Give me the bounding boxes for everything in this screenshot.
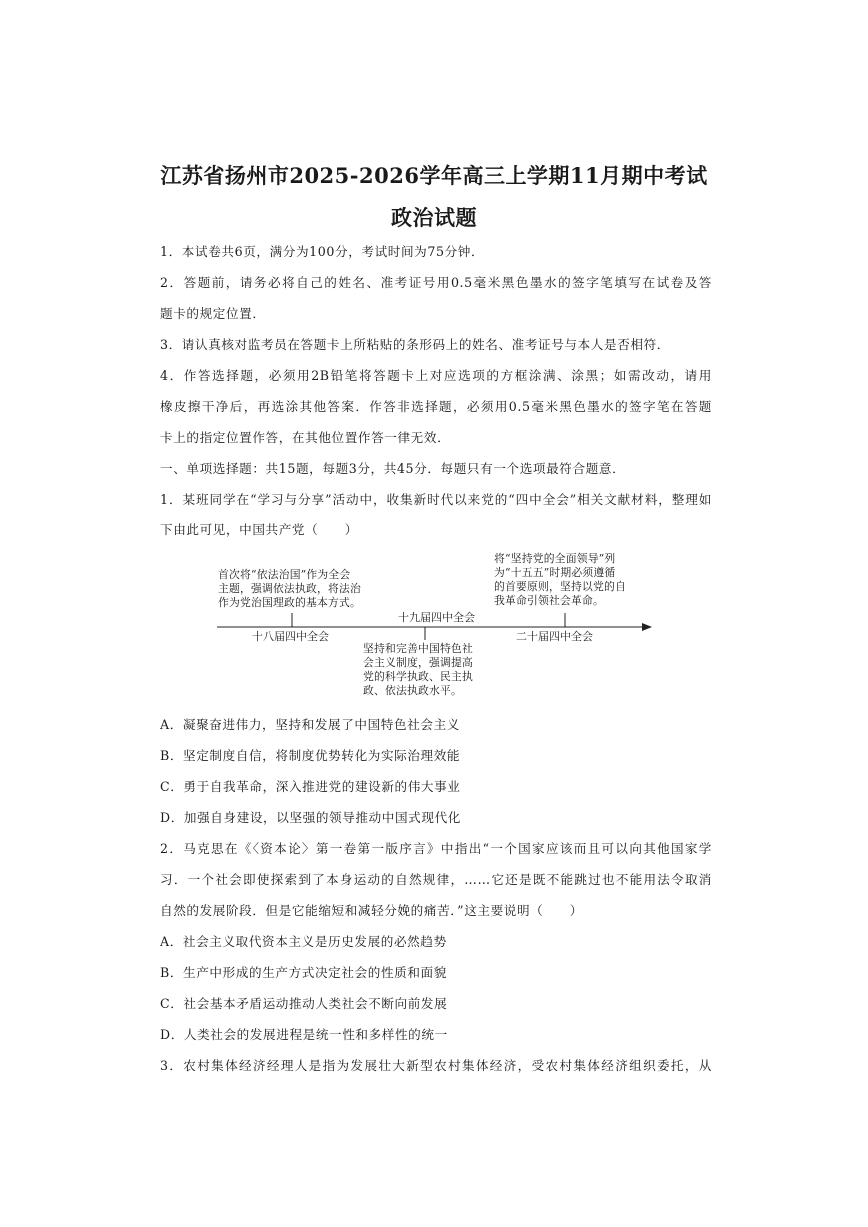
instruction-2a: 2．答题前，请务必将自己的姓名、准考证号用0.5毫米黑色墨水的签字笔填写在试卷及答 [160,275,712,290]
box-19-line-1: 坚持和完善中国特色社 [363,642,473,655]
q2-option-a: A．社会主义取代资本主义是历史发展的必然趋势 [160,934,447,949]
q1-timeline-diagram [200,550,670,710]
box-20-line-2: 为“十五五”时期必须遵循 [494,566,616,579]
exam-subtitle: 政治试题 [391,205,477,230]
instruction-3: 3．请认真核对监考员在答题卡上所粘贴的条形码上的姓名、准考证号与本人是否相符． [160,337,670,352]
q1-stem-line1: 1．某班同学在“学习与分享”活动中，收集新时代以来党的“四中全会”相关文献材料，整理如 [160,492,712,507]
q2-option-b: B．生产中形成的生产方式决定社会的性质和面貌 [160,965,447,980]
box-20-line-1: 将“坚持党的全面领导”列 [494,552,616,565]
q2-stem-line2: 习．一个社会即使探索到了本身运动的自然规律，……它还是既不能跳过也不能用法令取消 [160,872,712,887]
q2-stem-line1: 2．马克思在《〈资本论〉第一卷第一版序言》中指出“一个国家应该而且可以向其他国家学 [160,841,712,856]
box-20-line-3: 的首要原则，坚持以党的自 [494,580,626,593]
q1-stem-line2: 下由此可见，中国共产党（ ） [160,522,358,537]
box-19-line-4: 政、依法执政水平。 [363,684,462,697]
box-20-line-4: 我革命引领社会革命。 [494,594,604,607]
q1-option-d: D．加强自身建设，以坚强的领导推动中国式现代化 [160,810,461,825]
box-18-text [218,568,361,610]
q1-option-b: B．坚定制度自信，将制度优势转化为实际治理效能 [160,748,461,763]
box-19-line-3: 党的科学执政、民主执 [363,670,473,683]
box-18-line-3: 作为党治国理政的基本方式。 [218,596,361,609]
section-header: 一、单项选择题：共15题，每题3分，共45分．每题只有一个选项最符合题意． [160,461,626,476]
label-19-plenum: 十九届四中全会 [398,611,475,624]
q2-option-c: C．社会基本矛盾运动推动人类社会不断向前发展 [160,996,448,1011]
instruction-2b: 题卡的规定位置． [160,306,266,321]
q1-option-a: A．凝聚奋进伟力，坚持和发展了中国特色社会主义 [160,717,460,732]
instruction-4c: 卡上的指定位置作答，在其他位置作答一律无效． [160,430,451,445]
q2-stem-line3: 自然的发展阶段．但是它能缩短和减轻分娩的痛苦．”这主要说明（ ） [160,903,583,918]
label-20-plenum: 二十届四中全会 [516,630,593,643]
timeline-arrow-icon [642,623,652,631]
instruction-1: 1．本试卷共6页，满分为100分，考试时间为75分钟． [160,244,485,259]
box-20-text [494,552,626,608]
box-19-line-2: 会主义制度，强调提高 [363,656,473,669]
instruction-4b: 橡皮擦干净后，再选涂其他答案．作答非选择题，必须用0.5毫米黑色墨水的签字笔在答题 [160,399,712,414]
exam-title: 江苏省扬州市2025-2026学年高三上学期11月期中考试 [160,163,708,188]
q1-option-c: C．勇于自我革命，深入推进党的建设新的伟大事业 [160,779,461,794]
label-18-plenum: 十八届四中全会 [252,630,329,643]
q3-stem-line1: 3．农村集体经济经理人是指为发展壮大新型农村集体经济，受农村集体经济组织委托，从 [160,1058,712,1073]
instruction-4a: 4．作答选择题，必须用2B铅笔将答题卡上对应选项的方框涂满、涂黑；如需改动，请用 [160,368,712,383]
box-18-line-2: 主题，强调依法执政，将法治 [218,582,361,595]
box-18-line-1: 首次将“依法治国”作为全会 [218,568,351,581]
box-19-text [363,642,473,698]
q2-option-d: D．人类社会的发展进程是统一性和多样性的统一 [160,1027,448,1042]
